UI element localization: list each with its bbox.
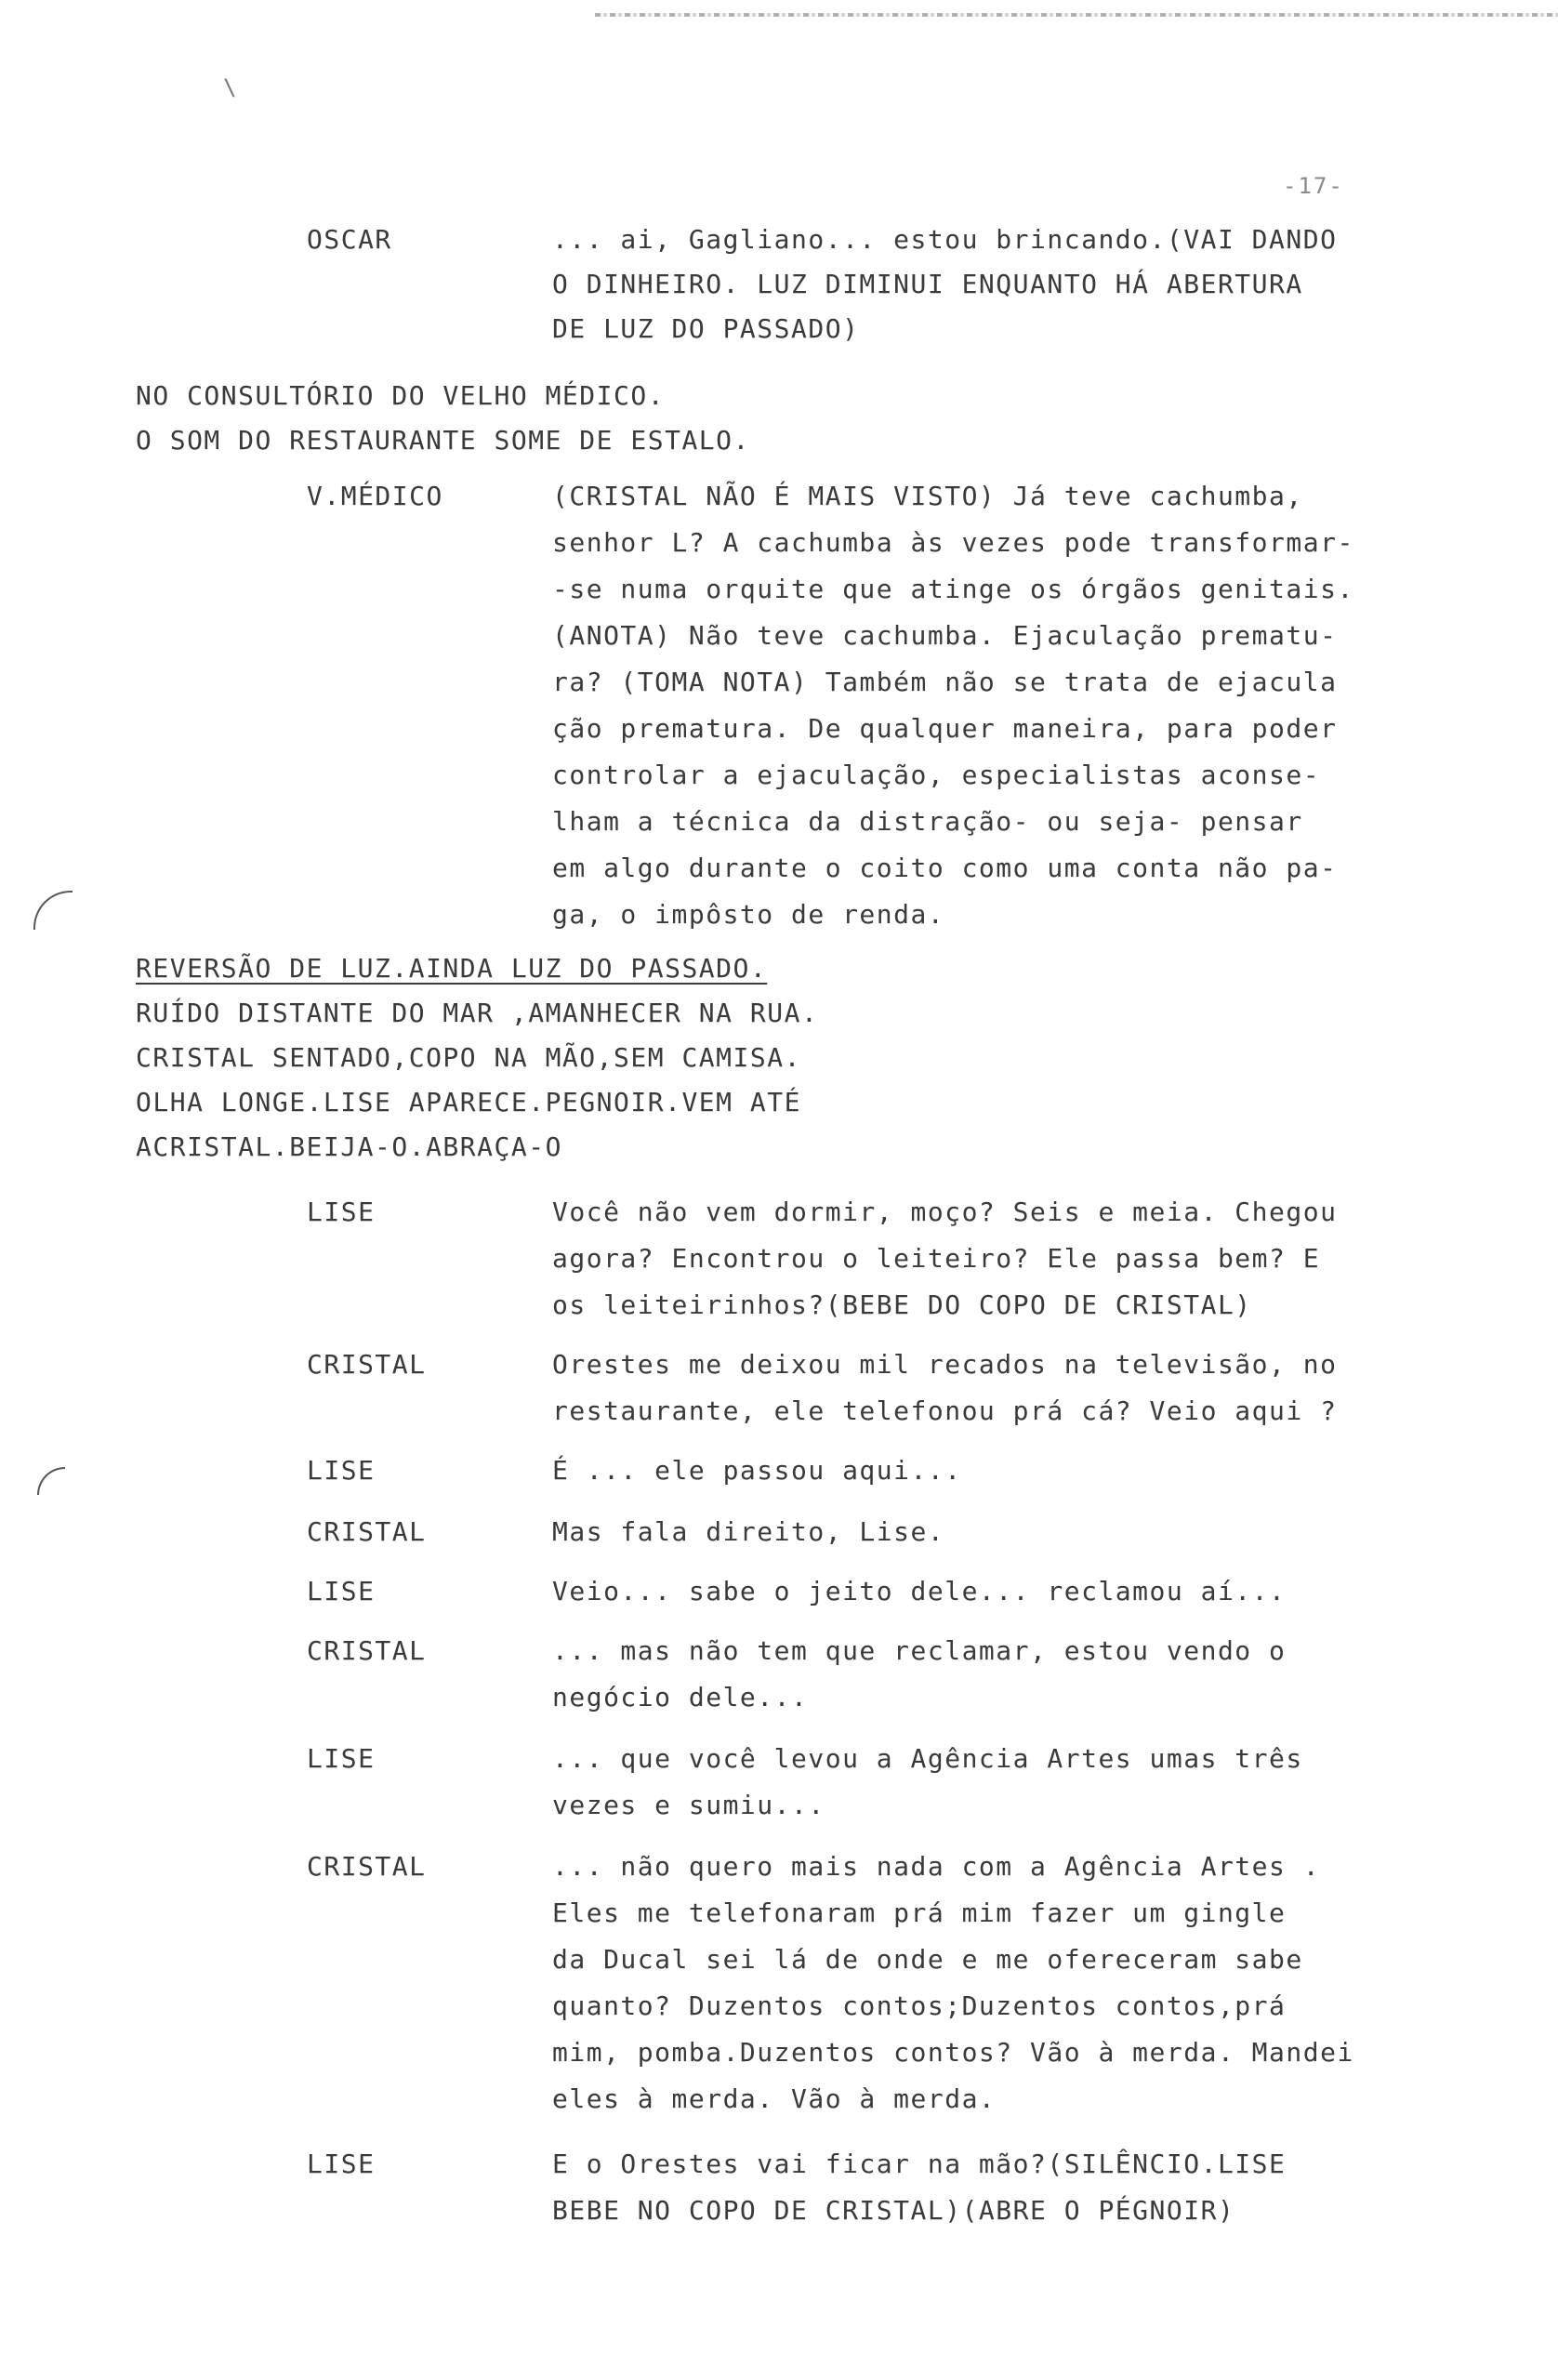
speaker-name: V.MÉDICO — [307, 481, 443, 511]
margin-arc — [33, 891, 73, 930]
dialogue-line: da Ducal sei lá de onde e me ofereceram sabe — [552, 1944, 1303, 1975]
stage-direction: CRISTAL SENTADO,COPO NA MÃO,SEM CAMISA. — [136, 1042, 801, 1073]
dialogue-line: quanto? Duzentos contos;Duzentos contos,prá — [552, 1990, 1287, 2021]
dialogue-line: negócio dele... — [552, 1682, 809, 1712]
dialogue-line: O DINHEIRO. LUZ DIMINUI ENQUANTO HÁ ABERTURA — [552, 269, 1303, 299]
stage-direction: OLHA LONGE.LISE APARECE.PEGNOIR.VEM ATÉ — [136, 1087, 801, 1117]
stage-direction-heading: REVERSÃO DE LUZ.AINDA LUZ DO PASSADO. — [136, 953, 768, 984]
dialogue-line: Eles me telefonaram prá mim fazer um gingle — [552, 1897, 1287, 1928]
dialogue-line: ... ai, Gagliano... estou brincando.(VAI DANDO — [552, 224, 1338, 255]
speaker-name: CRISTAL — [307, 1635, 427, 1666]
margin-arc — [37, 1467, 65, 1495]
dialogue-line: (ANOTA) Não teve cachumba. Ejaculação prematu- — [552, 620, 1338, 651]
dialogue-line: BEBE NO COPO DE CRISTAL)(ABRE O PÉGNOIR) — [552, 2195, 1235, 2226]
dialogue-line: ... que você levou a Agência Artes umas três — [552, 1743, 1303, 1774]
stage-direction: RUÍDO DISTANTE DO MAR ,AMANHECER NA RUA. — [136, 998, 819, 1028]
dialogue-line: E o Orestes vai ficar na mão?(SILÊNCIO.LISE — [552, 2149, 1287, 2179]
dialogue-line: Você não vem dormir, moço? Seis e meia. Chegou — [552, 1197, 1338, 1227]
speaker-name: LISE — [307, 1743, 376, 1774]
dialogue-line: Orestes me deixou mil recados na televisão, no — [552, 1349, 1338, 1380]
stage-direction: NO CONSULTÓRIO DO VELHO MÉDICO. — [136, 380, 666, 411]
speaker-name: LISE — [307, 2149, 376, 2179]
speaker-name: LISE — [307, 1197, 376, 1227]
dialogue-line: É ... ele passou aqui... — [552, 1455, 962, 1486]
dialogue-line: controlar a ejaculação, especialistas aconse- — [552, 760, 1321, 790]
page-number: -17- — [1283, 173, 1344, 199]
speaker-name: CRISTAL — [307, 1516, 427, 1547]
speaker-name: OSCAR — [307, 224, 392, 255]
stray-mark: \ — [223, 74, 237, 100]
speaker-name: LISE — [307, 1455, 376, 1486]
dialogue-line: Mas fala direito, Lise. — [552, 1516, 945, 1547]
dialogue-line: senhor L? A cachumba às vezes pode transformar- — [552, 527, 1354, 558]
dialogue-line: lham a técnica da distração- ou seja- pensar — [552, 806, 1303, 837]
dialogue-line: agora? Encontrou o leiteiro? Ele passa bem? E — [552, 1243, 1321, 1274]
dialogue-line: ga, o impôsto de renda. — [552, 899, 945, 930]
scan-edge-line — [595, 13, 1558, 17]
speaker-name: CRISTAL — [307, 1851, 427, 1882]
dialogue-line: os leiteirinhos?(BEBE DO COPO DE CRISTAL) — [552, 1289, 1252, 1320]
dialogue-line: ra? (TOMA NOTA) Também não se trata de ejacula — [552, 667, 1338, 697]
dialogue-line: DE LUZ DO PASSADO) — [552, 313, 860, 344]
dialogue-line: ção prematura. De qualquer maneira, para poder — [552, 713, 1338, 744]
dialogue-line: vezes e sumiu... — [552, 1790, 825, 1820]
dialogue-line: restaurante, ele telefonou prá cá? Veio aqui ? — [552, 1395, 1338, 1426]
dialogue-line: Veio... sabe o jeito dele... reclamou aí... — [552, 1576, 1287, 1606]
dialogue-line: ... não quero mais nada com a Agência Artes . — [552, 1851, 1321, 1882]
dialogue-line: eles à merda. Vão à merda. — [552, 2083, 997, 2114]
speaker-name: CRISTAL — [307, 1349, 427, 1380]
stage-direction: O SOM DO RESTAURANTE SOME DE ESTALO. — [136, 425, 750, 456]
dialogue-line: mim, pomba.Duzentos contos? Vão à merda. Mandei — [552, 2037, 1354, 2068]
stage-direction: ACRISTAL.BEIJA-O.ABRAÇA-O — [136, 1131, 562, 1162]
dialogue-line: ... mas não tem que reclamar, estou vendo o — [552, 1635, 1287, 1666]
dialogue-line: -se numa orquite que atinge os órgãos genitais. — [552, 574, 1354, 604]
dialogue-line: em algo durante o coito como uma conta não pa- — [552, 853, 1338, 883]
speaker-name: LISE — [307, 1576, 376, 1606]
dialogue-line: (CRISTAL NÃO É MAIS VISTO) Já teve cachumba, — [552, 481, 1303, 511]
